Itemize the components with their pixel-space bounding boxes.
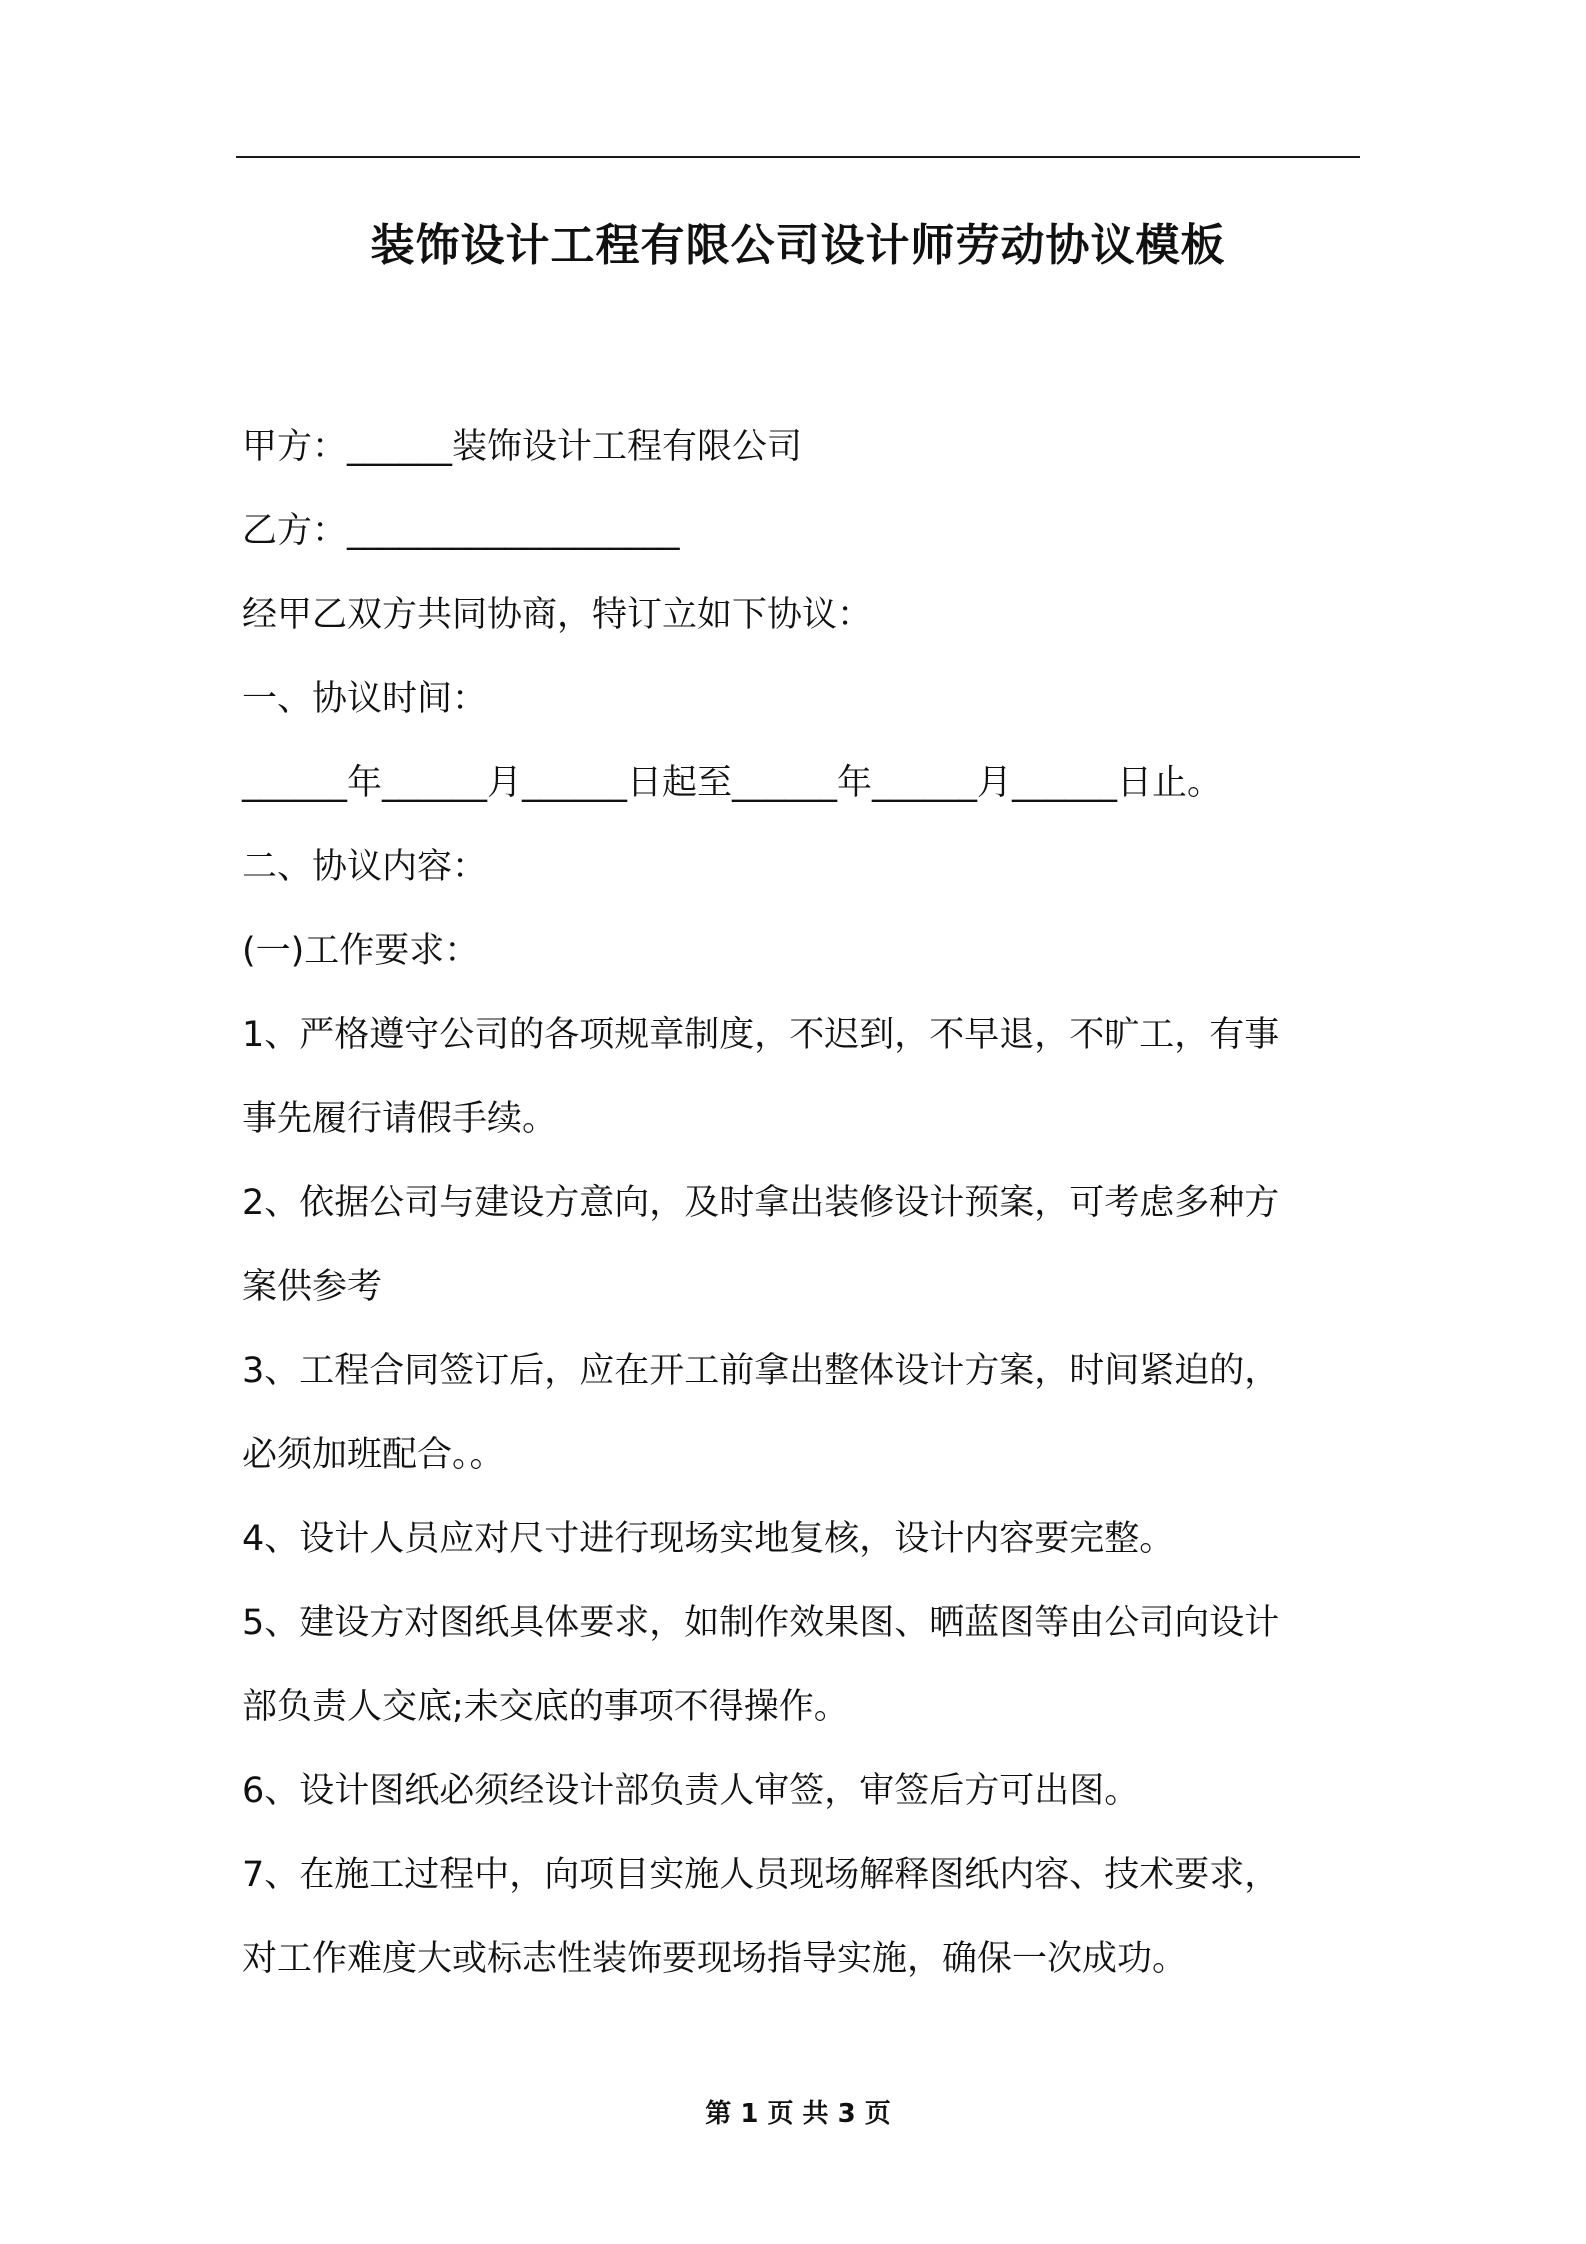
section-heading-term: 一、协议时间： [242, 679, 488, 719]
party-a-line: 甲方：______装饰设计工程有限公司 [242, 427, 803, 467]
clause-5-line-2: 部负责人交底;未交底的事项不得操作。 [242, 1687, 849, 1727]
section-heading-content: 二、协议内容： [242, 847, 488, 887]
document-title: 装饰设计工程有限公司设计师劳动协议模板 [370, 220, 1226, 271]
header-divider [236, 156, 1360, 158]
clause-3-line-1: 3、工程合同签订后，应在开工前拿出整体设计方案，时间紧迫的， [242, 1351, 1280, 1391]
clause-4: 4、设计人员应对尺寸进行现场实地复核，设计内容要完整。 [242, 1519, 1175, 1559]
page-number-footer: 第 1 页 共 3 页 [705, 2099, 891, 2129]
term-dates-line: ______年______月______日起至______年______月______日止。 [242, 763, 1223, 803]
party-b-line: 乙方：___________________ [242, 511, 680, 551]
clause-1-line-2: 事先履行请假手续。 [242, 1099, 558, 1139]
clause-3-line-2: 必须加班配合。。 [242, 1435, 505, 1475]
clause-5-line-1: 5、建设方对图纸具体要求，如制作效果图、晒蓝图等由公司向设计 [242, 1603, 1280, 1643]
clause-7-line-1: 7、在施工过程中，向项目实施人员现场解释图纸内容、技术要求， [242, 1855, 1280, 1895]
clause-1-line-1: 1、严格遵守公司的各项规章制度，不迟到，不早退，不旷工，有事 [242, 1015, 1280, 1055]
document-body [242, 405, 1360, 2001]
clause-2-line-1: 2、依据公司与建设方意向，及时拿出装修设计预案，可考虑多种方 [242, 1183, 1280, 1223]
subsection-heading-requirements: (一)工作要求： [242, 931, 480, 971]
clause-7-line-2: 对工作难度大或标志性装饰要现场指导实施，确保一次成功。 [242, 1939, 1188, 1979]
clause-6: 6、设计图纸必须经设计部负责人审签，审签后方可出图。 [242, 1771, 1140, 1811]
clause-2-line-2: 案供参考 [242, 1267, 383, 1307]
intro-paragraph: 经甲乙双方共同协商，特订立如下协议： [242, 595, 873, 635]
